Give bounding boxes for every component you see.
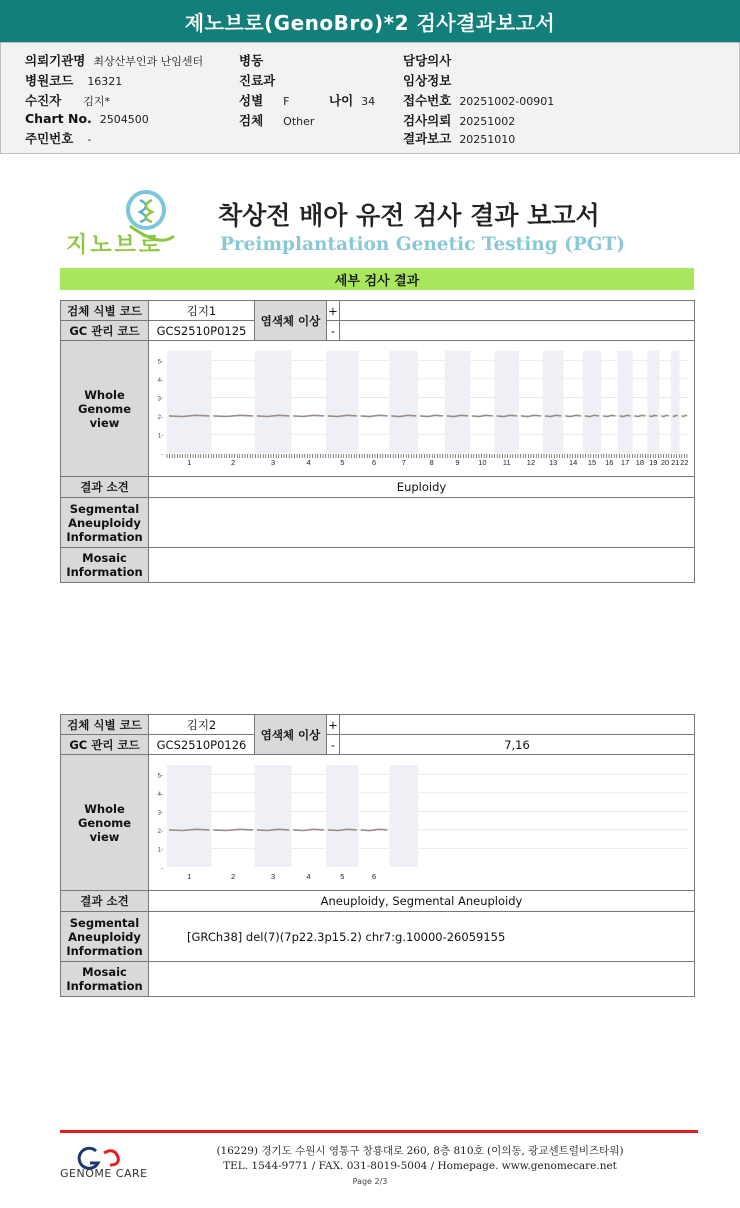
chart-no-value: 2504500 (99, 113, 149, 126)
data-point (293, 415, 324, 416)
chromosome-band (671, 351, 680, 453)
result-report-label: 결과보고 (403, 131, 452, 146)
x-tick-label: 2 (231, 872, 236, 881)
receipt-no-value: 20251002-00901 (459, 95, 555, 108)
x-tick-label: 10 (478, 458, 487, 467)
data-point (521, 415, 541, 416)
y-tick-label: 2- (157, 414, 163, 421)
patient-info-panel (0, 42, 740, 154)
whole-genome-view-label: Whole Genome view (61, 341, 149, 477)
y-tick-label: - (161, 866, 163, 872)
data-point (682, 415, 687, 416)
x-tick-label: 3 (271, 872, 276, 881)
sample-id-value: 김지1 (149, 301, 255, 321)
resident-no (25, 129, 91, 147)
sex-label: 성별 (239, 93, 264, 108)
section-title: 세부 검사 결과 (60, 268, 694, 290)
gc-code-label: GC 관리 코드 (61, 321, 149, 341)
gc-code-value: GCS2510P0126 (149, 735, 255, 755)
data-point (620, 415, 631, 416)
data-point (635, 415, 646, 416)
chromosome-band (389, 765, 418, 867)
y-tick-label: 4- (157, 791, 163, 798)
physician (403, 51, 459, 69)
y-tick-label: 5- (157, 359, 163, 366)
x-tick-label: 17 (620, 458, 630, 467)
sex-value: F (283, 95, 290, 108)
footer-company-name: GENOME CARE (60, 1167, 148, 1180)
data-point (257, 829, 289, 830)
department-label: 진료과 (239, 73, 276, 88)
age (329, 91, 375, 109)
data-point (293, 829, 324, 830)
x-tick-label: 22 (680, 458, 689, 467)
report-title-english: Preimplantation Genetic Testing (PGT) (220, 234, 626, 255)
physician-label: 담당의사 (403, 53, 452, 68)
chromosome-band (326, 765, 359, 867)
x-tick-label: 16 (605, 458, 614, 467)
test-request (403, 111, 515, 129)
result-findings-value: Euploidy (149, 477, 695, 498)
y-tick-label: 5- (157, 773, 163, 780)
minus-value (340, 321, 695, 341)
chromosome-band (255, 765, 291, 867)
clinical-info-label: 임상정보 (403, 73, 452, 88)
result-report-value: 20251010 (459, 133, 516, 146)
data-point (447, 415, 468, 416)
requesting-institution-value: 최상산부인과 난임센터 (93, 55, 204, 68)
ward (239, 51, 271, 69)
chromosome-band (495, 351, 519, 453)
specimen-label: 검체 (239, 113, 264, 128)
segmental-label: Segmental Aneuploidy Information (61, 498, 149, 548)
data-point (257, 415, 289, 416)
x-tick-label: 21 (671, 458, 680, 467)
data-point (361, 415, 388, 416)
x-tick-label: 20 (660, 458, 670, 467)
minus-label: - (327, 735, 340, 755)
x-tick-label: 15 (587, 458, 597, 467)
mosaic-label: Mosaic Information (61, 962, 149, 997)
specimen-value: Other (283, 115, 315, 128)
y-tick-label: 3- (157, 396, 163, 403)
ward-label: 병동 (239, 53, 264, 68)
y-tick-label: 2- (157, 828, 163, 835)
plus-value (340, 715, 695, 735)
whole-genome-view-label: Whole Genome view (61, 755, 149, 891)
mosaic-label: Mosaic Information (61, 548, 149, 583)
chromosome-band (583, 351, 601, 453)
data-point (328, 415, 357, 416)
x-tick-label: 18 (635, 458, 645, 467)
whole-genome-chart-2 (149, 755, 694, 887)
examinee (25, 91, 110, 109)
x-tick-label: 1 (187, 458, 192, 467)
chromosome-band (389, 351, 418, 453)
sample-result-table-2 (60, 714, 695, 997)
department (239, 71, 283, 89)
data-point (661, 415, 669, 416)
plus-value (340, 301, 695, 321)
examinee-label: 수진자 (25, 93, 62, 108)
receipt-no (403, 91, 554, 109)
chromosome-band (326, 351, 359, 453)
chrom-abnormality-label: 염색체 이상 (255, 301, 327, 341)
test-request-value: 20251002 (459, 115, 516, 128)
x-tick-label: 8 (429, 458, 434, 467)
x-tick-label: 19 (649, 458, 658, 467)
requesting-institution (25, 51, 203, 69)
chromosome-band (647, 351, 659, 453)
minus-label: - (327, 321, 340, 341)
x-tick-label: 6 (371, 458, 377, 467)
chart-no-label: Chart No. (25, 111, 92, 126)
y-tick-label: 1- (157, 433, 163, 440)
segmental-value (149, 498, 695, 548)
chromosome-band (445, 351, 470, 453)
hospital-code-label: 병원코드 (25, 73, 74, 88)
whole-genome-view-cell (149, 755, 695, 891)
specimen (239, 111, 314, 129)
data-point (497, 415, 517, 416)
chromosome-band (255, 351, 291, 453)
result-findings-label: 결과 소견 (61, 891, 149, 912)
footer-divider (60, 1130, 698, 1133)
resident-no-value: - (87, 133, 92, 146)
x-tick-label: 6 (371, 872, 377, 881)
footer-contact: TEL. 1544-9771 / FAX. 031-8019-5004 / Homepage. www.genomecare.net (223, 1160, 617, 1172)
result-findings-value: Aneuploidy, Segmental Aneuploidy (149, 891, 695, 912)
data-point (169, 415, 209, 416)
sample-id-label: 검체 식별 코드 (61, 715, 149, 735)
footer-address: (16229) 경기도 수원시 영통구 창룡대로 260, 8층 810호 (이의동, 광교센트럴비즈타워) (216, 1145, 624, 1157)
segmental-label: Segmental Aneuploidy Information (61, 912, 149, 962)
y-tick-label: 1- (157, 847, 163, 854)
x-tick-label: 2 (231, 458, 236, 467)
x-tick-label: 9 (455, 458, 460, 467)
x-tick-label: 14 (568, 458, 578, 467)
footer-address-block (160, 1144, 680, 1174)
age-label: 나이 (329, 93, 354, 108)
data-point (603, 415, 615, 416)
chromosome-band (167, 351, 211, 453)
data-point (673, 415, 678, 416)
gc-code-value: GCS2510P0125 (149, 321, 255, 341)
data-point (585, 415, 599, 416)
examinee-value: 김지* (83, 95, 110, 108)
data-point (213, 829, 253, 830)
data-point (472, 415, 492, 416)
sample-id-value: 김지2 (149, 715, 255, 735)
chromosome-band (167, 765, 211, 867)
data-point (213, 415, 253, 416)
logo-text: 지노브로 (66, 232, 164, 257)
chrom-abnormality-label: 염색체 이상 (255, 715, 327, 755)
receipt-no-label: 접수번호 (403, 93, 452, 108)
data-point (391, 415, 416, 416)
report-title-korean: 착상전 배아 유전 검사 결과 보고서 (218, 201, 600, 230)
test-request-label: 검사의뢰 (403, 113, 452, 128)
result-report (403, 129, 515, 147)
data-point (649, 415, 657, 416)
chromosome-band (618, 351, 633, 453)
y-tick-label: 3- (157, 810, 163, 817)
data-point (169, 829, 209, 830)
plus-label: + (327, 715, 340, 735)
x-tick-label: 11 (502, 458, 511, 467)
minus-value: 7,16 (340, 735, 695, 755)
data-point (565, 415, 581, 416)
x-tick-label: 4 (306, 872, 311, 881)
x-tick-label: 1 (187, 872, 192, 881)
x-tick-label: 7 (401, 458, 406, 467)
x-tick-label: 12 (526, 458, 536, 467)
gc-code-label: GC 관리 코드 (61, 735, 149, 755)
mosaic-value (149, 548, 695, 583)
mosaic-value (149, 962, 695, 997)
data-point (361, 829, 388, 830)
plus-label: + (327, 301, 340, 321)
clinical-info (403, 71, 459, 89)
report-header-title: 제노브로(GenoBro)*2 검사결과보고서 (0, 0, 740, 42)
y-tick-label: - (161, 452, 163, 458)
page-number: Page 2/3 (352, 1177, 388, 1186)
result-findings-label: 결과 소견 (61, 477, 149, 498)
chromosome-band (543, 351, 563, 453)
resident-no-label: 주민번호 (25, 131, 74, 146)
hospital-code (25, 71, 122, 89)
x-tick-label: 4 (306, 458, 311, 467)
whole-genome-chart-1 (149, 341, 694, 473)
y-tick-label: 4- (157, 377, 163, 384)
sample-id-label: 검체 식별 코드 (61, 301, 149, 321)
chart-no (25, 111, 149, 126)
hospital-code-value: 16321 (87, 75, 123, 88)
x-tick-label: 3 (271, 458, 276, 467)
x-tick-label: 13 (549, 458, 558, 467)
x-tick-label: 5 (340, 458, 345, 467)
data-point (545, 415, 561, 416)
x-tick-label: 5 (340, 872, 345, 881)
whole-genome-view-cell (149, 341, 695, 477)
data-point (328, 829, 357, 830)
data-point (420, 415, 443, 416)
age-value: 34 (361, 95, 376, 108)
requesting-institution-label: 의뢰기관명 (25, 53, 86, 68)
sample-result-table-1 (60, 300, 695, 583)
sex (239, 91, 289, 109)
segmental-value: [GRCh38] del(7)(7p22.3p15.2) chr7:g.10000-26059155 (149, 912, 695, 962)
